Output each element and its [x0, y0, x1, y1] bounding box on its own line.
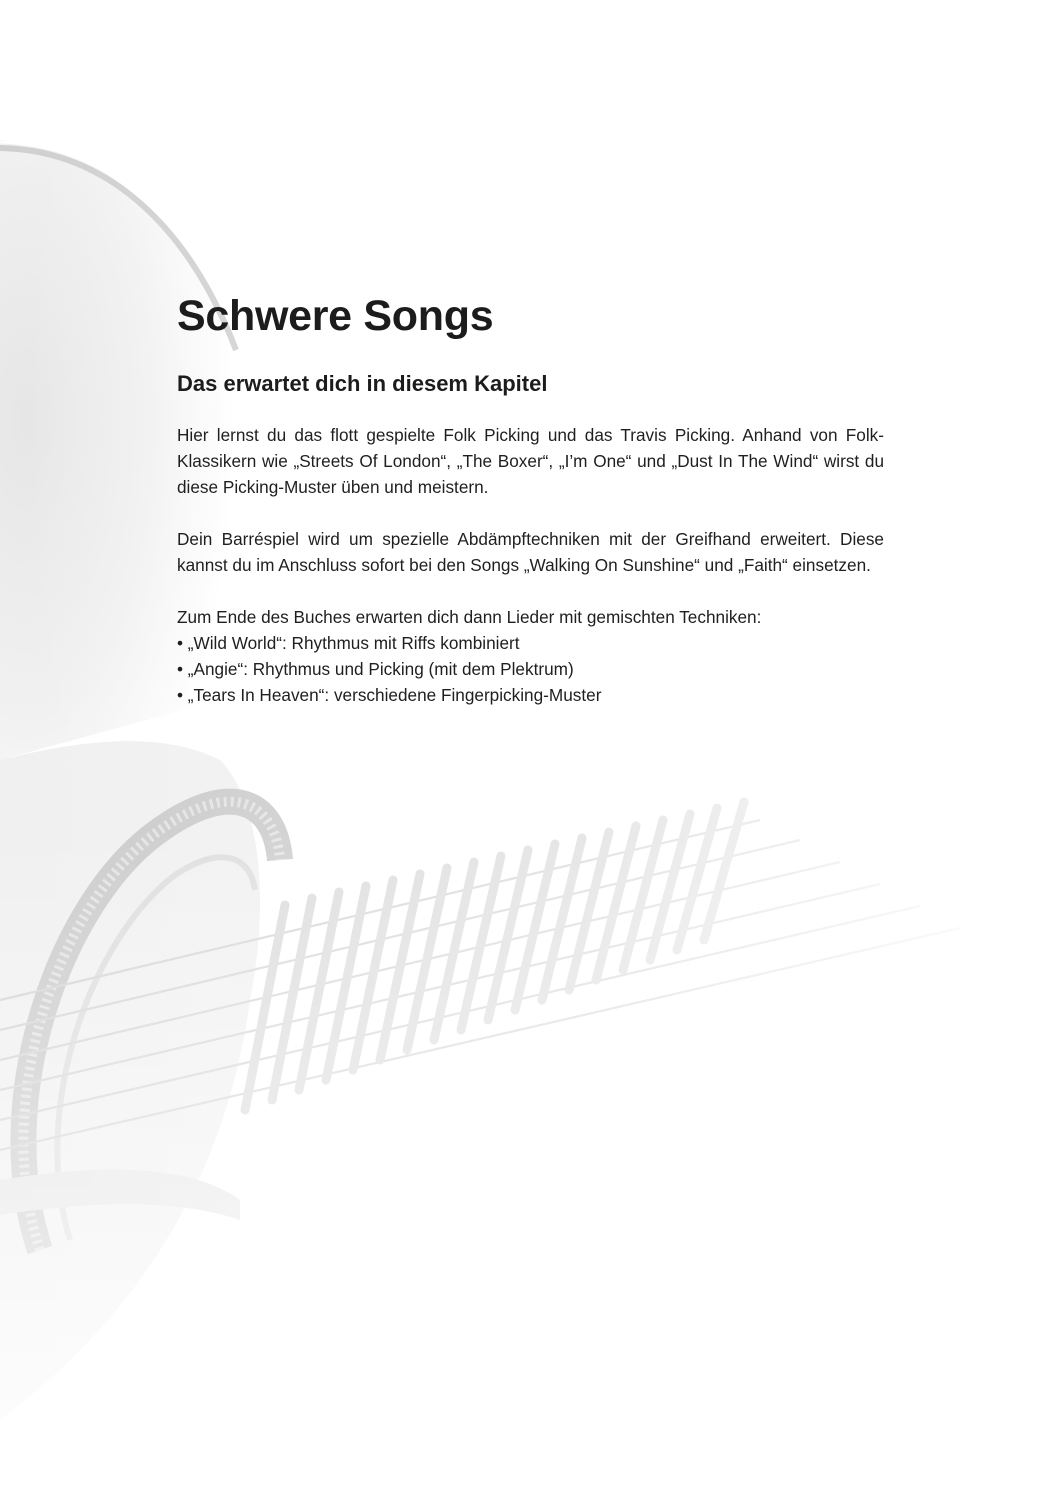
list-item: • „Wild World“: Rhythmus mit Riffs kombiniert: [177, 630, 884, 656]
list-item: • „Tears In Heaven“: verschiedene Fingerpicking-Muster: [177, 682, 884, 708]
chapter-intro: [177, 290, 884, 708]
paragraph-folk-picking: Hier lernst du das flott gespielte Folk Picking und das Travis Picking. Anhand von Folk-Klassikern wie „Streets Of London“, „The Boxer“, „I’m One“ und „Dust In The Wind“ wirst du diese Picking-Muster üben und meistern.: [177, 425, 884, 497]
techniques-list: [177, 630, 884, 708]
techniques-intro: Zum Ende des Buches erwarten dich dann Lieder mit gemischten Techniken:: [177, 607, 762, 627]
paragraph-barre: Dein Barréspiel wird um spezielle Abdämpftechniken mit der Greifhand erweitert. Diese kannst du im Anschluss sofort bei den Songs „Walking On Sunshine“ und „Faith“ einsetzen.: [177, 529, 884, 575]
section-subtitle: Das erwartet dich in diesem Kapitel: [177, 371, 548, 396]
page-title: Schwere Songs: [177, 292, 494, 340]
list-item: • „Angie“: Rhythmus und Picking (mit dem Plektrum): [177, 656, 884, 682]
